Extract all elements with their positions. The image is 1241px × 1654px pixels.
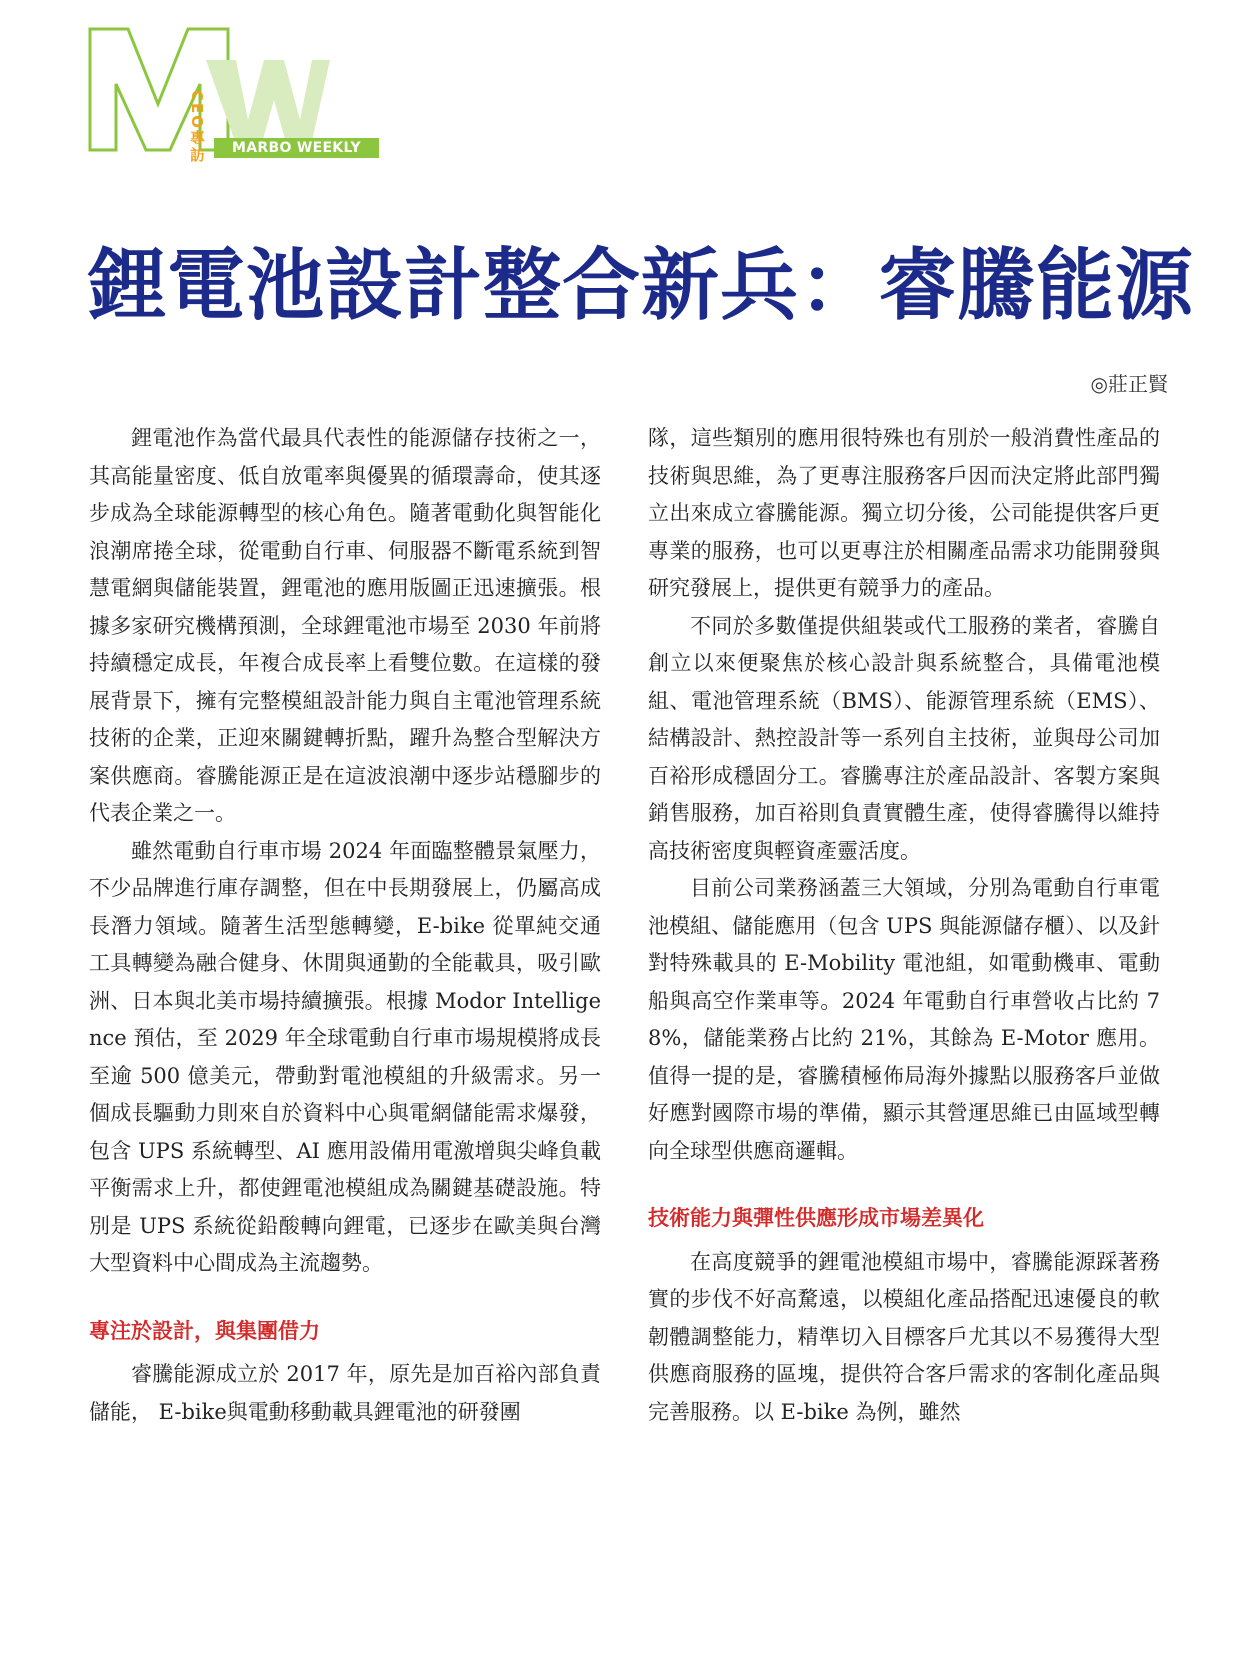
- paragraph: 在高度競爭的鋰電池模組市場中，睿騰能源踩著務實的步伐不好高騖遠，以模組化產品搭配迅速優良的軟韌體調整能力，精準切入目標客戶尤其以不易獲得大型供應商服務的區塊，提供符合客戶需求的客制化產品與完善服務。以 E-bike 為例，雖然: [648, 1249, 1160, 1424]
- paragraph: 睿騰能源成立於 2017 年，原先是加百裕內部負責儲能， E-bike與電動移動載具鋰電池的研發團: [89, 1362, 601, 1424]
- author-byline: ◎莊正賢: [1090, 372, 1168, 396]
- left-column: [89, 420, 601, 1431]
- right-column: [648, 420, 1160, 1431]
- paragraph: 隊，這些類別的應用很特殊也有別於一般消費性產品的技術與思維，為了更專注服務客戶因而決定將此部門獨立出來成立睿騰能源。獨立切分後，公司能提供客戶更專業的服務，也可以更專注於相關產品需求功能開發與研究發展上，提供更有競爭力的產品。: [648, 426, 1160, 600]
- paragraph: 雖然電動自行車市場 2024 年面臨整體景氣壓力，不少品牌進行庫存調整，但在中長期發展上，仍屬高成長潛力領域。隨著生活型態轉變，E-bike 從單純交通工具轉變為融合健身、休閒與通勤的全能載具，吸引歐洲、日本與北美市場持續擴張。根據 Modor Intelligence 預估，至 2029 年全球電動自行車市場規模將成長至逾 500 億美元，帶動對電池模組的升級需求。另一個成長驅動力則來自於資料中心與電網儲能需求爆發，包含 UPS 系統轉型、AI 應用設備用電激增與尖峰負載平衡需求上升，都使鋰電池模組成為關鍵基礎設施。特別是 UPS 系統從鉛酸轉向鋰電，已逐步在歐美與台灣大型資料中心間成為主流趨勢。: [89, 838, 601, 1275]
- paragraph: 不同於多數僅提供組裝或代工服務的業者，睿騰自創立以來便聚焦於核心設計與系統整合，具備電池模組、電池管理系統（BMS）、能源管理系統（EMS）、結構設計、熱控設計等一系列自主技術，並與母公司加百裕形成穩固分工。睿騰專注於產品設計、客製方案與銷售服務，加百裕則負責實體生產，使得睿騰得以維持高技術密度與輕資產靈活度。: [648, 613, 1160, 863]
- marbo-weekly-bar: MARBO WEEKLY: [214, 138, 379, 158]
- paragraph: 目前公司業務涵蓋三大領域，分別為電動自行車電池模組、儲能應用（包含 UPS 與能源儲存櫃）、以及針對特殊載具的 E-Mobility 電池組，如電動機車、電動船與高空作業車等。2024 年電動自行車營收占比約 78%，儲能業務占比約 21%，其餘為 E-Motor 應用。值得一提的是，睿騰積極佈局海外據點以服務客戶並做好應對國際市場的準備，顯示其營運思維已由區域型轉向全球型供應商邏輯。: [648, 876, 1160, 1163]
- article-title: 鋰電池設計整合新兵：睿騰能源: [88, 241, 1195, 331]
- section-heading: 專注於設計，與集團借力: [89, 1318, 320, 1343]
- paragraph: 鋰電池作為當代最具代表性的能源儲存技術之一，其高能量密度、低自放電率與優異的循環壽命，使其逐步成為全球能源轉型的核心角色。隨著電動化與智能化浪潮席捲全球，從電動自行車、伺服器不斷電系統到智慧電網與儲能裝置，鋰電池的應用版圖正迅速擴張。根據多家研究機構預測，全球鋰電池市場至 2030 年前將持續穩定成長，年複合成長率上看雙位數。在這樣的發展背景下，擁有完整模組設計能力與自主電池管理系統技術的企業，正迎來關鍵轉折點，躍升為整合型解決方案供應商。睿騰能源正是在這波浪潮中逐步站穩腳步的代表企業之一。: [89, 426, 601, 825]
- section-heading: 技術能力與彈性供應形成市場差異化: [648, 1206, 984, 1230]
- ceo-interview-label: CEO專訪: [188, 90, 206, 165]
